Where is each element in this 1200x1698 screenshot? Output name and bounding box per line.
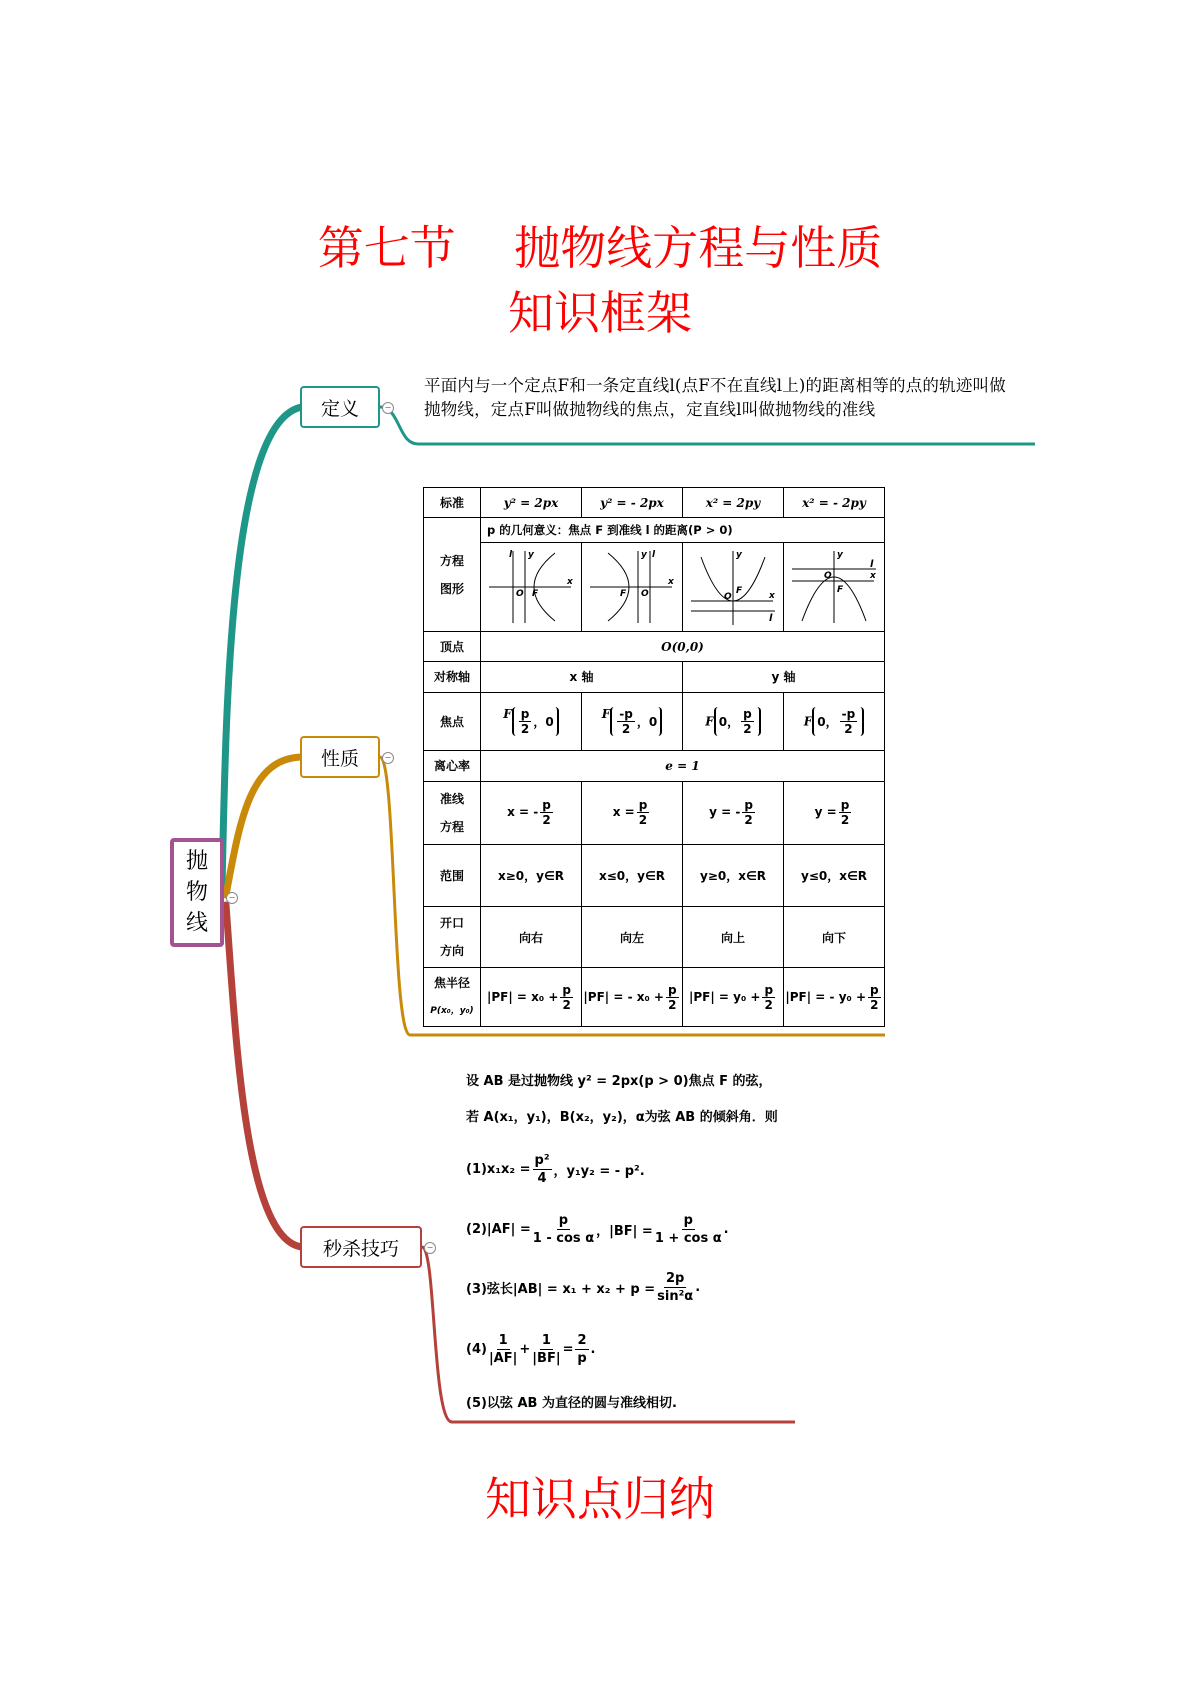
focus-prefix: F bbox=[705, 714, 714, 729]
svg-text:O: O bbox=[824, 570, 832, 581]
frac-den: 2 bbox=[668, 997, 677, 1012]
node-properties-label: 性质 bbox=[320, 747, 359, 770]
frac-den: |BF| bbox=[532, 1351, 561, 1366]
axis-value: x 轴 bbox=[481, 662, 683, 692]
frac-den: |AF| bbox=[488, 1351, 518, 1366]
p-meaning: p 的几何意义：焦点 F 到准线 l 的距离(P > 0) bbox=[481, 518, 885, 542]
parabola-right-icon bbox=[485, 547, 577, 627]
trick-item-5: (5)以弦 AB 为直径的圆与准线相切. bbox=[466, 1396, 677, 1411]
eccentricity-value: e = 1 bbox=[481, 751, 885, 781]
node-definition[interactable] bbox=[300, 386, 380, 428]
frac-den: 2 bbox=[744, 813, 753, 828]
row-label-line: 焦半径 bbox=[433, 976, 470, 991]
trick-item-2 bbox=[466, 1212, 729, 1247]
frac-num: p bbox=[520, 707, 530, 722]
svg-text:x: x bbox=[668, 576, 674, 587]
focus-cell: F 0 ， $\frac{p}{2}$ bbox=[683, 692, 784, 751]
opening-cell: 向右 bbox=[481, 907, 582, 968]
formula-text: ，|BF| = bbox=[596, 1224, 653, 1239]
collapse-toggle-root[interactable]: − bbox=[226, 892, 238, 904]
equation-cell: x² = - 2py bbox=[784, 488, 885, 518]
svg-text:F: F bbox=[837, 584, 844, 595]
frac-den: 2 bbox=[562, 997, 571, 1012]
focal-radius-lhs: |PF| = - x₀ + bbox=[583, 989, 664, 1004]
focus-prefix: F bbox=[803, 714, 813, 729]
formula-text: = bbox=[562, 1342, 574, 1357]
frac-den: 2 bbox=[764, 997, 773, 1012]
framework-heading: 知识框架 bbox=[508, 286, 692, 340]
graph-right bbox=[481, 542, 582, 631]
frac-num: p bbox=[562, 982, 571, 997]
frac-num: p bbox=[744, 798, 753, 813]
summary-heading: 知识点归纳 bbox=[485, 1472, 715, 1526]
focal-radius-lhs: |PF| = - y₀ + bbox=[785, 989, 867, 1004]
frac-den: 1 + cos α bbox=[654, 1231, 722, 1246]
collapse-toggle-properties[interactable]: − bbox=[382, 752, 394, 764]
directrix-lhs: y = bbox=[814, 805, 837, 820]
focus-prefix: F bbox=[601, 707, 611, 722]
focus-coord: 0 bbox=[648, 714, 658, 729]
frac-den: 2 bbox=[638, 813, 648, 828]
focus-prefix: F bbox=[503, 707, 512, 722]
formula-text: . bbox=[723, 1222, 729, 1237]
frac-den: 4 bbox=[537, 1171, 547, 1186]
frac-den: 2 bbox=[870, 997, 879, 1012]
graph-left bbox=[582, 542, 683, 631]
formula-text: ，y₁y₂ = - p². bbox=[553, 1164, 645, 1179]
directrix-lhs: y = - bbox=[709, 805, 741, 820]
row-label bbox=[424, 781, 481, 844]
frac-num: p bbox=[542, 798, 551, 813]
frac-den: 2 bbox=[621, 722, 631, 737]
formula-text: (2)|AF| = bbox=[466, 1222, 531, 1237]
axis-value: y 轴 bbox=[683, 662, 885, 692]
svg-text:O: O bbox=[516, 588, 524, 599]
frac-den: 2 bbox=[844, 722, 853, 737]
parabola-up-icon bbox=[687, 547, 779, 627]
frac-den: p bbox=[577, 1351, 587, 1366]
frac-num: p bbox=[683, 1213, 693, 1228]
svg-text:x: x bbox=[870, 570, 876, 581]
root-node[interactable] bbox=[170, 838, 224, 947]
focus-coord: 0 bbox=[718, 714, 728, 729]
row-label bbox=[424, 907, 481, 968]
frac-num: p bbox=[840, 798, 850, 813]
frac-den: sin²α bbox=[657, 1289, 694, 1304]
trick-intro-2: 若 A(x₁，y₁)，B(x₂，y₂)，α为弦 AB 的倾斜角．则 bbox=[466, 1110, 778, 1125]
focal-radius-cell bbox=[784, 968, 885, 1027]
directrix-cell bbox=[481, 781, 582, 844]
opening-cell: 向上 bbox=[683, 907, 784, 968]
table-row bbox=[424, 631, 885, 661]
table-row bbox=[424, 751, 885, 781]
trick-intro-1: 设 AB 是过抛物线 y² = 2px(p > 0)焦点 F 的弦， bbox=[466, 1074, 772, 1089]
svg-text:y: y bbox=[641, 549, 647, 560]
focal-radius-lhs: |PF| = y₀ + bbox=[688, 989, 761, 1004]
focus-cell: F $\frac{-p}{2}$ ， 0 bbox=[582, 692, 683, 751]
svg-text:l: l bbox=[509, 549, 513, 560]
root-char: 线 bbox=[185, 911, 208, 936]
collapse-toggle-definition[interactable]: − bbox=[382, 402, 394, 414]
opening-cell: 向左 bbox=[582, 907, 683, 968]
trick-item-4 bbox=[466, 1332, 595, 1367]
trick-item-1 bbox=[466, 1152, 645, 1187]
node-tricks-label: 秒杀技巧 bbox=[322, 1237, 399, 1260]
table-row bbox=[424, 662, 885, 692]
focus-coord: 0 bbox=[545, 714, 554, 729]
focal-radius-cell bbox=[582, 968, 683, 1027]
frac-den: 2 bbox=[743, 722, 752, 737]
frac-den: 1 - cos α bbox=[532, 1231, 595, 1246]
table-row bbox=[424, 518, 885, 542]
frac-num: 2p bbox=[665, 1271, 685, 1286]
formula-text: (1)x₁x₂ = bbox=[466, 1162, 531, 1177]
frac-num: p bbox=[743, 707, 752, 722]
frac-num: p bbox=[870, 982, 879, 997]
frac-num: p bbox=[764, 982, 774, 997]
properties-table bbox=[423, 487, 885, 1027]
root-char: 抛 bbox=[185, 849, 208, 874]
frac-num: -p bbox=[619, 707, 633, 722]
svg-text:l: l bbox=[870, 558, 874, 570]
section-title: 第七节 抛物线方程与性质 bbox=[317, 221, 883, 275]
formula-text: . bbox=[590, 1342, 596, 1357]
parabola-down-icon bbox=[788, 547, 880, 627]
node-definition-label: 定义 bbox=[320, 397, 359, 420]
root-char: 物 bbox=[185, 880, 208, 905]
frac-num: 1 bbox=[541, 1333, 551, 1348]
range-cell: y≤0，x∈R bbox=[784, 844, 885, 907]
svg-text:y: y bbox=[837, 549, 843, 560]
directrix-lhs: x = bbox=[612, 805, 635, 820]
row-label: 范围 bbox=[424, 844, 481, 907]
row-label: 离心率 bbox=[424, 751, 481, 781]
row-label: 对称轴 bbox=[424, 662, 481, 692]
row-label-line: 图形 bbox=[439, 581, 464, 596]
range-cell: x≥0，y∈R bbox=[481, 844, 582, 907]
opening-cell: 向下 bbox=[784, 907, 885, 968]
graph-down bbox=[784, 542, 885, 631]
frac-den: 2 bbox=[520, 722, 530, 737]
directrix-cell bbox=[683, 781, 784, 844]
svg-text:F: F bbox=[736, 585, 743, 596]
focal-radius-lhs: |PF| = x₀ + bbox=[487, 989, 559, 1004]
formula-text: . bbox=[695, 1280, 701, 1295]
vertex-value: O(0,0) bbox=[481, 631, 885, 661]
focus-coord: 0 bbox=[817, 714, 826, 729]
directrix-lhs: x = - bbox=[507, 805, 539, 820]
parabola-left-icon bbox=[586, 547, 678, 627]
formula-text: (4) bbox=[466, 1342, 487, 1357]
table-row bbox=[424, 488, 885, 518]
frac-num: p² bbox=[534, 1153, 550, 1168]
row-label-line: 准线 bbox=[439, 791, 464, 806]
svg-text:O: O bbox=[724, 591, 732, 602]
frac-num: p bbox=[558, 1213, 569, 1228]
directrix-cell bbox=[784, 781, 885, 844]
row-label bbox=[424, 518, 481, 631]
formula-text: (3)弦长|AB| = x₁ + x₂ + p = bbox=[466, 1282, 656, 1297]
svg-text:x: x bbox=[769, 590, 775, 601]
svg-text:l: l bbox=[652, 549, 656, 560]
equation-cell: x² = 2py bbox=[683, 488, 784, 518]
frac-num: -p bbox=[841, 707, 856, 722]
svg-text:y: y bbox=[528, 549, 534, 560]
directrix-cell bbox=[582, 781, 683, 844]
row-label-line: 开口 bbox=[439, 916, 464, 931]
focus-cell: F $\frac{p}{2}$ ， 0 bbox=[481, 692, 582, 751]
trick-item-3 bbox=[466, 1270, 700, 1305]
node-properties[interactable] bbox=[300, 736, 380, 778]
svg-text:F: F bbox=[532, 588, 539, 599]
table-row bbox=[424, 968, 885, 1027]
graph-up bbox=[683, 542, 784, 631]
frac-den: 2 bbox=[542, 813, 551, 828]
row-label: 焦点 bbox=[424, 692, 481, 751]
row-label: 顶点 bbox=[424, 631, 481, 661]
svg-text:y: y bbox=[736, 549, 742, 560]
equation-cell: y² = 2px bbox=[481, 488, 582, 518]
formula-text: + bbox=[519, 1342, 531, 1357]
svg-text:O: O bbox=[641, 588, 649, 599]
definition-text: 平面内与一个定点F和一条定直线l(点F不在直线l上)的距离相等的点的轨迹叫做抛物线，定点F叫做抛物线的焦点，定直线l叫做抛物线的准线 bbox=[424, 376, 1006, 419]
frac-num: p bbox=[638, 798, 648, 813]
range-cell: x≤0，y∈R bbox=[582, 844, 683, 907]
node-tricks[interactable] bbox=[300, 1226, 422, 1268]
branch-tricks bbox=[226, 905, 302, 1247]
branch-definition bbox=[222, 407, 302, 888]
svg-text:F: F bbox=[620, 588, 627, 599]
frac-num: 1 bbox=[498, 1333, 508, 1348]
frac-num: p bbox=[667, 982, 677, 997]
focus-cell: F 0 ， $\frac{-p}{2}$ bbox=[784, 692, 885, 751]
row-label-line: 方向 bbox=[439, 944, 464, 959]
svg-text:l: l bbox=[769, 612, 773, 624]
row-label-line: P(x₀，y₀) bbox=[430, 1006, 474, 1017]
range-cell: y≥0，x∈R bbox=[683, 844, 784, 907]
frac-den: 2 bbox=[840, 813, 850, 828]
branch-properties bbox=[226, 757, 302, 895]
table-row bbox=[424, 907, 885, 968]
frac-num: 2 bbox=[577, 1333, 587, 1348]
equation-cell: y² = - 2px bbox=[582, 488, 683, 518]
focal-radius-cell bbox=[481, 968, 582, 1027]
row-label-line: 方程 bbox=[439, 553, 464, 568]
collapse-toggle-tricks[interactable]: − bbox=[424, 1242, 436, 1254]
row-label bbox=[424, 968, 481, 1027]
table-row bbox=[424, 692, 885, 751]
table-row bbox=[424, 781, 885, 844]
row-label: 标准 bbox=[424, 488, 481, 518]
svg-text:x: x bbox=[567, 576, 573, 587]
row-label-line: 方程 bbox=[439, 819, 464, 834]
table-row bbox=[424, 542, 885, 631]
focal-radius-cell bbox=[683, 968, 784, 1027]
table-row bbox=[424, 844, 885, 907]
